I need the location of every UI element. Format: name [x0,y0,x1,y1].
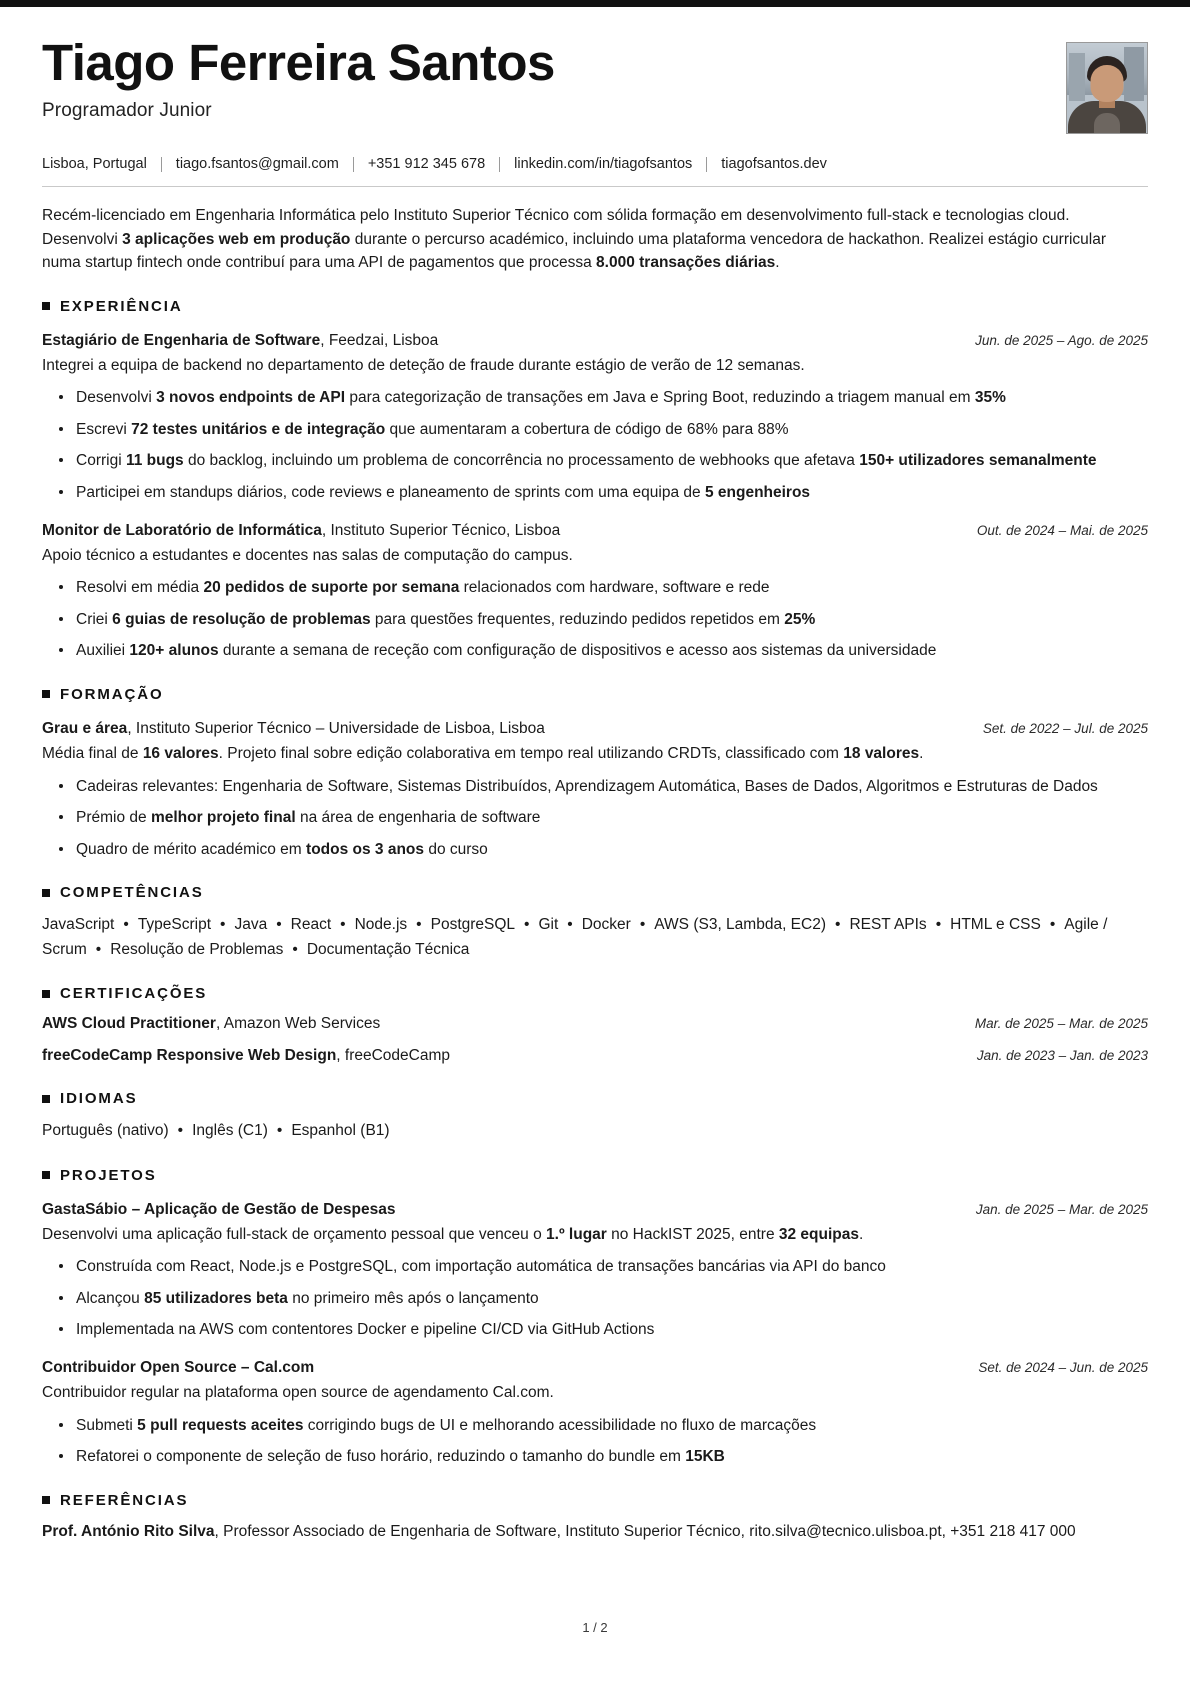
project-summary [42,1223,1148,1246]
experience-title [42,330,438,352]
list-item [76,1414,1148,1438]
separator-dot-icon: • [123,916,129,934]
photo-building-left [1069,53,1085,101]
bullet-text: Submeti [76,1416,138,1434]
certification-name: freeCodeCamp Responsive Web Design [42,1046,337,1064]
header-divider [42,186,1148,187]
skill-item: AWS (S3, Lambda, EC2) [654,916,826,934]
contact-divider [353,157,354,172]
project-date: Set. de 2024 – Jun. de 2025 [978,1359,1148,1375]
list-item [76,639,1148,663]
square-bullet-icon [42,889,50,897]
job-headline: Programador Junior [42,99,212,121]
education-summary [42,742,1148,765]
education-date: Set. de 2022 – Jul. de 2025 [982,720,1148,736]
language-item: Espanhol (B1) [291,1122,390,1140]
project-entry [42,1357,1148,1469]
section-certifications [42,985,1148,1067]
bullet-text: para questões frequentes, reduzindo pedidos repetidos em [370,610,785,628]
project-summary [42,1381,1148,1404]
photo-face [1091,65,1124,102]
bullet-highlight: 20 pedidos de suporte por semana [203,579,460,597]
bullet-text: Quadro de mérito académico em [76,840,307,858]
section-heading-label: EXPERIÊNCIA [60,297,183,315]
list-item [76,1318,1148,1342]
education-summary-text: Média final de [42,745,143,763]
photo-building-right [1124,47,1144,101]
section-skills [42,884,1148,962]
separator-dot-icon: • [567,916,573,934]
section-heading-label: CERTIFICAÇÕES [60,985,208,1003]
square-bullet-icon [42,302,50,310]
separator-dot-icon: • [639,916,646,934]
section-projects [42,1167,1148,1469]
skill-item: TypeScript [137,916,212,934]
skill-item: Agile / Scrum [42,916,1108,959]
skill-item: Git [538,916,559,934]
page-title: Tiago Ferreira Santos [42,34,555,91]
square-bullet-icon [42,990,50,998]
section-heading-label: COMPETÊNCIAS [60,884,204,902]
contact-website[interactable]: tiagofsantos.dev [721,156,827,172]
bullet-text: durante a semana de receção com configuração de dispositivos e acesso aos sistemas da universidade [218,642,937,660]
bullet-highlight: 3 novos endpoints de API [156,389,346,407]
contact-divider [706,157,707,172]
contact-linkedin[interactable]: linkedin.com/in/tiagofsantos [514,156,693,172]
certification-date: Jan. de 2023 – Jan. de 2023 [976,1047,1148,1063]
list-item [76,386,1148,410]
bullet-highlight: 35% [974,389,1006,407]
section-heading-label: IDIOMAS [60,1090,138,1108]
separator-dot-icon: • [95,941,102,959]
profile-photo [1066,42,1148,134]
language-item: Português (nativo) [42,1122,169,1140]
bullet-text: corrigindo bugs de UI e melhorando acessibilidade no fluxo de marcações [303,1416,817,1434]
bullet-text: para categorização de transações em Java e Spring Boot, reduzindo a triagem manual em [345,389,975,407]
bullet-text: Construída com React, Node.js e PostgreSQL, com importação automática de transações bancárias via API do banco [76,1258,886,1276]
section-heading-languages [42,1090,1148,1107]
skill-item: REST APIs [849,916,927,934]
education-summary-text: . [919,745,924,763]
bullet-text: do backlog, incluindo um problema de concorrência no processamento de webhooks que afetava [183,452,860,470]
bullet-highlight: 120+ alunos [129,642,219,660]
summary-text-1: Recém-licenciado em Engenharia Informática pelo Instituto Superior Técnico com sólida formação em desenvolvimento full-stack e tecnologias cloud. Desenvolvi [42,207,1070,248]
list-item [76,608,1148,632]
list-item [76,806,1148,830]
section-heading-label: FORMAÇÃO [60,685,164,703]
section-heading-label: REFERÊNCIAS [60,1491,189,1509]
bullet-text: do curso [424,840,488,858]
separator-dot-icon: • [835,916,841,934]
summary-text-2: durante o percurso académico, incluindo uma plataforma vencedora de hackathon. Realizei estágio curricular numa startup fintech onde contribuí para uma API de pagamentos que processa [42,230,1107,272]
skill-item: Java [234,916,268,934]
separator-dot-icon: • [276,1122,283,1140]
project-name: GastaSábio – Aplicação de Gestão de Despesas [42,1200,396,1218]
project-name: Contribuidor Open Source – Cal.com [42,1358,315,1376]
square-bullet-icon [42,1496,50,1504]
bullet-highlight: 5 pull requests aceites [137,1416,304,1434]
separator-dot-icon: • [220,916,226,934]
separator-dot-icon: • [524,916,530,934]
resume-header [42,30,1148,134]
contact-email[interactable]: tiago.fsantos@gmail.com [175,156,339,172]
square-bullet-icon [42,690,50,698]
experience-date: Out. de 2024 – Mai. de 2025 [976,522,1148,538]
bullet-text: Prémio de [76,809,151,827]
certification-title [42,1045,450,1067]
bullet-highlight: 25% [784,610,816,628]
education-highlight: 18 valores [843,745,920,763]
contact-divider [499,157,500,172]
skill-item: React [290,916,332,934]
reference-entry [42,1520,1148,1543]
language-item: Inglês (C1) [192,1122,268,1140]
section-heading-references [42,1492,1148,1509]
list-item [76,576,1148,600]
section-heading-projects [42,1167,1148,1184]
project-title [42,1199,396,1221]
experience-role: Monitor de Laboratório de Informática [42,521,322,539]
section-references [42,1492,1148,1543]
education-summary-text: . Projeto final sobre edição colaborativa em tempo real utilizando CRDTs, classificado com [218,745,844,763]
bullet-text: relacionados com hardware, software e rede [459,579,770,597]
bullet-text: Participei em standups diários, code reviews e planeamento de sprints com uma equipa de [76,484,705,501]
page-indicator: 1 / 2 [582,1620,608,1635]
list-item [76,775,1148,799]
skill-item: Documentação Técnica [306,941,470,959]
experience-role: Estagiário de Engenharia de Software [42,331,321,349]
square-bullet-icon [42,1171,50,1179]
project-summary-text: . [859,1226,864,1243]
separator-dot-icon: • [292,941,298,959]
education-title [42,718,545,740]
section-heading-label: PROJETOS [60,1166,157,1184]
skill-item: HTML e CSS [950,916,1041,934]
project-date: Jan. de 2025 – Mar. de 2025 [975,1201,1148,1217]
list-item [76,1287,1148,1311]
bullet-text: Desenvolvi [76,389,157,407]
bullet-text: Corrigi [76,452,126,470]
reference-details: , Professor Associado de Engenharia de Software, Instituto Superior Técnico, rito.silva@tecnico.ulisboa.pt, +351 218 417 000 [214,1522,1076,1540]
section-languages [42,1090,1148,1143]
experience-entry [42,520,1148,663]
education-highlight: 16 valores [142,745,219,763]
contact-divider [161,157,162,172]
section-heading-skills [42,884,1148,901]
education-meta: , Instituto Superior Técnico – Universidade de Lisboa, Lisboa [127,719,545,737]
bullet-highlight: 15KB [685,1448,725,1466]
summary-text-3: . [775,254,780,272]
certification-row [42,1045,1148,1067]
experience-bullet-list [42,576,1148,663]
bullet-text: que aumentaram a cobertura de código de 68% para 88% [385,420,789,438]
project-summary-text: Contribuidor regular na plataforma open source de agendamento Cal.com. [42,1384,554,1402]
project-summary-text: Desenvolvi uma aplicação full-stack de orçamento pessoal que venceu o [42,1226,547,1243]
photo-shirt [1094,113,1120,133]
education-entry [42,718,1148,861]
separator-dot-icon: • [276,916,282,934]
contact-location: Lisboa, Portugal [42,156,147,172]
bullet-text: Cadeiras relevantes: Engenharia de Software, Sistemas Distribuídos, Aprendizagem Automática, Bases de Dados, Algoritmos e Estruturas de Dados [76,777,1098,795]
bullet-highlight: 85 utilizadores beta [144,1289,288,1307]
project-title [42,1357,314,1379]
bullet-text: Auxiliei [76,642,130,660]
skill-item: Docker [581,916,631,934]
contact-phone[interactable]: +351 912 345 678 [367,156,486,172]
summary-highlight-1: 3 aplicações web em produção [122,230,351,248]
list-item [76,838,1148,862]
bullet-text: Criei [76,610,113,628]
education-bullet-list [42,775,1148,862]
top-accent-bar [0,0,1190,7]
experience-summary: Integrei a equipa de backend no departamento de deteção de fraude durante estágio de verão de 12 semanas. [42,357,805,375]
bullet-text: no primeiro mês após o lançamento [287,1289,539,1307]
list-item [76,418,1148,442]
list-item [76,1255,1148,1279]
square-bullet-icon [42,1095,50,1103]
bullet-text: Escrevi [76,420,132,438]
summary-highlight-2: 8.000 transações diárias [596,254,776,272]
certification-title [42,1013,380,1035]
certification-row [42,1013,1148,1035]
section-heading-certifications [42,985,1148,1002]
skill-item: JavaScript [42,916,115,934]
section-heading-experience [42,298,1148,315]
bullet-text: Refatorei o componente de seleção de fuso horário, reduzindo o tamanho do bundle em [76,1448,686,1466]
bullet-text: Alcançou [76,1289,145,1307]
separator-dot-icon: • [340,916,346,934]
bullet-text: Implementada na AWS com contentores Docker e pipeline CI/CD via GitHub Actions [76,1321,655,1339]
certification-issuer: , Amazon Web Services [215,1015,381,1033]
bullet-highlight: melhor projeto final [150,809,296,827]
page-footer [0,1620,1190,1635]
contact-bar [42,156,1148,172]
separator-dot-icon: • [1049,916,1056,934]
experience-entry [42,330,1148,505]
separator-dot-icon: • [416,916,422,934]
section-education [42,686,1148,861]
bullet-text: na área de engenharia de software [295,809,541,827]
bullet-highlight: 150+ utilizadores semanalmente [859,452,1097,470]
professional-summary [42,204,1148,275]
project-highlight: 32 equipas [778,1226,859,1243]
certification-name: AWS Cloud Practitioner [42,1015,216,1033]
experience-title [42,520,560,542]
list-item [76,481,1148,505]
project-bullet-list [42,1414,1148,1469]
education-degree: Grau e área [42,719,128,737]
separator-dot-icon: • [177,1122,184,1140]
certification-issuer: , freeCodeCamp [336,1046,451,1064]
bullet-highlight: 72 testes unitários e de integração [131,420,386,438]
bullet-highlight: todos os 3 anos [306,840,425,858]
project-bullet-list [42,1255,1148,1342]
separator-dot-icon: • [935,916,942,934]
skill-item: Resolução de Problemas [110,941,284,959]
bullet-highlight: 5 engenheiros [704,484,811,501]
bullet-highlight: 11 bugs [125,452,184,470]
experience-summary: Apoio técnico a estudantes e docentes nas salas de computação do campus. [42,547,573,565]
skill-item: PostgreSQL [430,916,516,934]
list-item [76,1445,1148,1469]
bullet-text: Resolvi em média [76,579,204,597]
project-summary-text: no HackIST 2025, entre [606,1226,779,1243]
experience-meta: , Instituto Superior Técnico, Lisboa [321,521,561,539]
skill-item: Node.js [354,916,408,934]
certification-date: Mar. de 2025 – Mar. de 2025 [974,1016,1148,1032]
bullet-highlight: 6 guias de resolução de problemas [112,610,371,628]
section-heading-education [42,686,1148,703]
experience-bullet-list [42,386,1148,504]
experience-meta: , Feedzai, Lisboa [320,331,439,349]
reference-name: Prof. António Rito Silva [42,1522,215,1540]
languages-list [42,1118,1148,1143]
list-item [76,449,1148,473]
experience-date: Jun. de 2025 – Ago. de 2025 [975,332,1148,348]
section-experience [42,298,1148,663]
project-entry [42,1199,1148,1342]
project-highlight: 1.º lugar [546,1226,607,1243]
skills-list [42,912,1148,962]
